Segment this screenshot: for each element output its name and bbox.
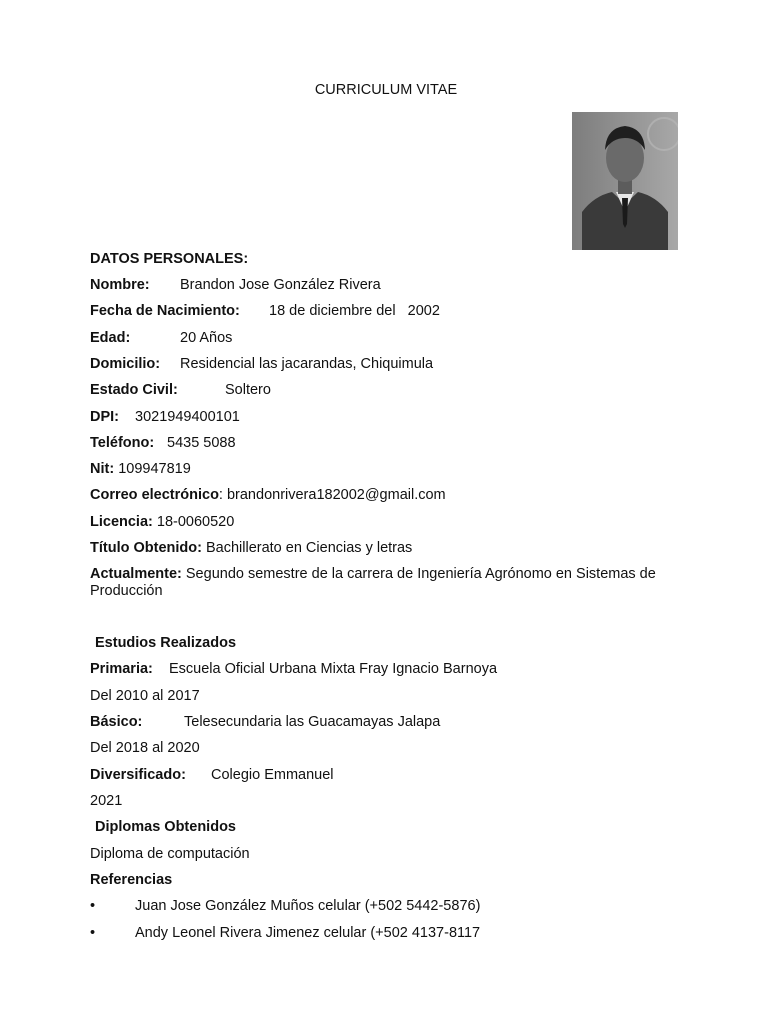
dpi-row: [90, 409, 240, 425]
nacimiento-label: Fecha de Nacimiento:: [90, 303, 240, 319]
dpi-label: DPI:: [90, 409, 119, 425]
telefono-label: Teléfono:: [90, 435, 155, 451]
document-title: CURRICULUM VITAE: [314, 82, 458, 98]
licencia-label: Licencia:: [90, 514, 153, 530]
primaria-value: Escuela Oficial Urbana Mixta Fray Ignacio Barnoya: [169, 661, 498, 677]
licencia-row: [90, 514, 234, 530]
primaria-row: [90, 661, 498, 677]
diversificado-year: 2021: [90, 793, 123, 809]
diversificado-value: Colegio Emmanuel: [211, 767, 334, 783]
actualmente-label: Actualmente:: [90, 566, 182, 582]
reference-bullet: •: [90, 898, 96, 914]
titulo-row: [90, 540, 412, 556]
primaria-label: Primaria:: [90, 661, 153, 677]
basico-years: Del 2018 al 2020: [90, 740, 200, 756]
telefono-row: [90, 435, 236, 451]
nacimiento-value: 18 de diciembre del 2002: [269, 303, 440, 319]
studies-heading: Estudios Realizados: [95, 635, 237, 651]
nit-label: Nit:: [90, 461, 115, 477]
titulo-value: Bachillerato en Ciencias y letras: [205, 540, 413, 556]
reference-bullet: •: [90, 925, 96, 941]
diploma-item: Diploma de computación: [90, 846, 250, 862]
profile-photo: [572, 112, 678, 250]
actualmente-value: Segundo semestre de la carrera de Ingeniería Agrónomo en Sistemas de Producción: [90, 566, 656, 599]
edad-value: 20 Años: [180, 330, 233, 346]
basico-value: Telesecundaria las Guacamayas Jalapa: [184, 714, 441, 730]
references-heading: Referencias: [90, 872, 173, 888]
edad-row: [90, 330, 233, 346]
titulo-label: Título Obtenido:: [90, 540, 202, 556]
primaria-years: Del 2010 al 2017: [90, 688, 200, 704]
portrait-photo-illustration: [572, 112, 678, 250]
basico-row: [90, 714, 441, 730]
telefono-value: 5435 5088: [167, 435, 236, 451]
correo-value: : brandonrivera182002@gmail.com: [218, 487, 446, 503]
nit-value: 109947819: [118, 461, 191, 477]
diversificado-label: Diversificado:: [90, 767, 186, 783]
actualmente-row: [90, 566, 690, 600]
domicilio-label: Domicilio:: [90, 356, 161, 372]
domicilio-row: [90, 356, 434, 372]
nombre-value: Brandon Jose González Rivera: [180, 277, 381, 293]
estado-civil-label: Estado Civil:: [90, 382, 178, 398]
diversificado-row: [90, 767, 334, 783]
nombre-label: Nombre:: [90, 277, 150, 293]
nombre-row: [90, 277, 381, 293]
nit-row: [90, 461, 191, 477]
dpi-value: 3021949400101: [135, 409, 240, 425]
estado-civil-row: [90, 382, 271, 398]
reference-item: Juan Jose González Muños celular (+502 5442-5876): [135, 898, 481, 914]
correo-row: [90, 487, 446, 503]
basico-label: Básico:: [90, 714, 143, 730]
licencia-value: 18-0060520: [156, 514, 235, 530]
correo-label: Correo electrónico: [90, 487, 219, 503]
estado-civil-value: Soltero: [225, 382, 271, 398]
domicilio-value: Residencial las jacarandas, Chiquimula: [180, 356, 434, 372]
edad-label: Edad:: [90, 330, 131, 346]
reference-item: Andy Leonel Rivera Jimenez celular (+502 4137-8117: [135, 925, 481, 941]
nacimiento-row: [90, 303, 440, 319]
diplomas-heading: Diplomas Obtenidos: [95, 819, 236, 835]
personal-data-heading: DATOS PERSONALES:: [90, 251, 249, 267]
